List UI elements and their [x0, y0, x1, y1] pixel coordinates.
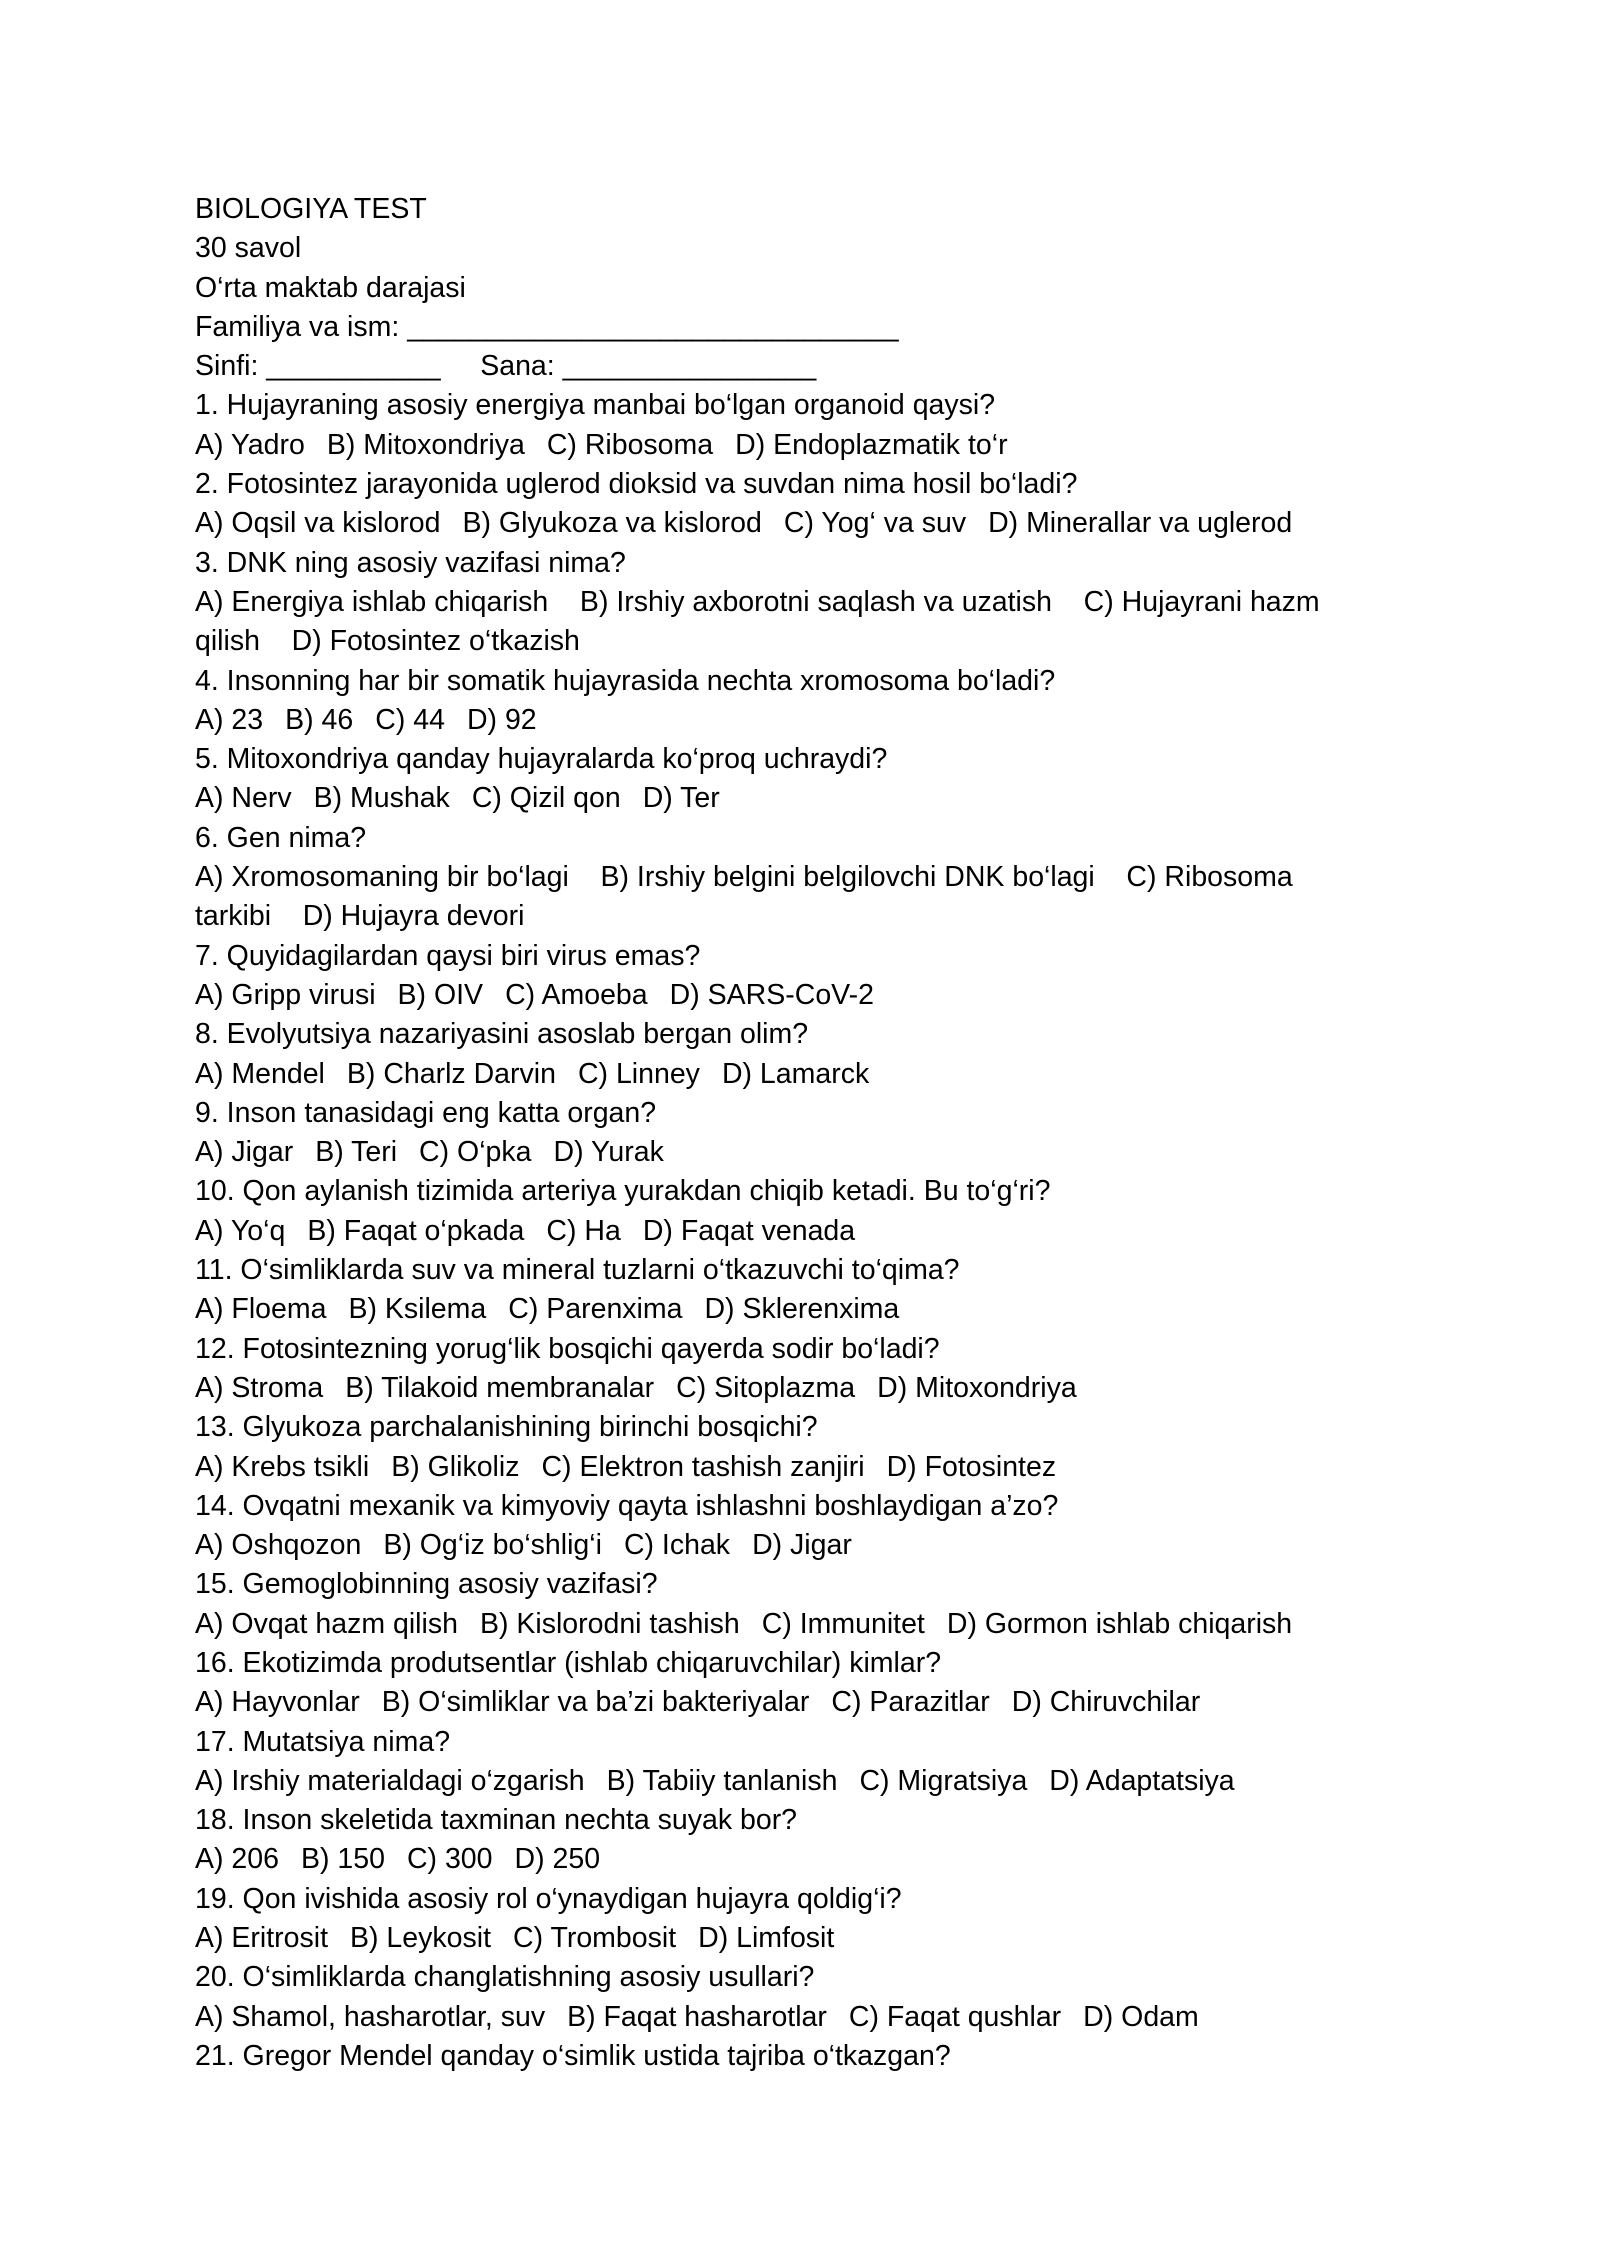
answer-option: B) 46 [285, 703, 354, 736]
question-text: 2. Fotosintez jarayonida uglerod dioksid va suvdan nima hosil bo‘ladi? [195, 468, 1078, 501]
class-date-line: Sinfi: ___________ Sana: ________________ [195, 350, 817, 383]
answer-options [195, 1998, 1435, 2037]
answer-option: A) Shamol, hasharotlar, suv [195, 2000, 546, 2033]
answer-option: A) Jigar [195, 1136, 294, 1169]
answer-option: A) Mendel [195, 1057, 325, 1090]
answer-options-line-2: tarkibi D) Hujayra devori [195, 900, 525, 933]
answer-option: B) Mitoxondriya [326, 428, 525, 461]
answer-option: D) Gormon ishlab chiqarish [946, 1607, 1293, 1640]
answer-options [195, 1369, 1435, 1408]
answer-option: D) Fotosintez [886, 1450, 1057, 1483]
answer-option: B) Leykosit [350, 1922, 491, 1955]
answer-option: C) Elektron tashish zanjiri [541, 1450, 865, 1483]
test-document [195, 190, 1435, 2076]
answer-options [195, 1526, 1435, 1565]
answer-option: A) Eritrosit [195, 1922, 329, 1955]
answer-option: D) Chiruvchilar [1011, 1686, 1201, 1719]
answer-options-line-2: qilish D) Fotosintez o‘tkazish [195, 625, 580, 658]
answer-option: D) Ter [642, 782, 720, 815]
answer-options [195, 976, 1435, 1015]
question-text: 18. Inson skeletida taxminan nechta suyak bor? [195, 1804, 798, 1837]
answer-option: D) Yurak [553, 1136, 664, 1169]
answer-option: B) Glikoliz [391, 1450, 520, 1483]
answer-option: B) 150 [300, 1843, 385, 1876]
answer-option: B) Kislorodni tashish [479, 1607, 740, 1640]
question-text: 21. Gregor Mendel qanday o‘simlik ustida tajriba o‘tkazgan? [195, 2039, 951, 2072]
answer-options [195, 701, 1435, 740]
answer-options [195, 426, 1435, 465]
answer-option: C) Sitoplazma [676, 1371, 856, 1404]
answer-option: C) O‘pka [419, 1136, 532, 1169]
question-text: 17. Mutatsiya nima? [195, 1725, 451, 1758]
answer-option: C) Immunitet [761, 1607, 925, 1640]
answer-option: C) Qizil qon [471, 782, 621, 815]
question-text: 6. Gen nima? [195, 821, 367, 854]
answer-option: A) Ovqat hazm qilish [195, 1607, 458, 1640]
answer-option: D) Sklerenxima [704, 1293, 900, 1326]
answer-option: D) 250 [514, 1843, 601, 1876]
answer-options-line-1: A) Energiya ishlab chiqarish B) Irshiy axborotni saqlash va uzatish C) Hujayrani hazm [195, 585, 1320, 618]
question-text: 1. Hujayraning asosiy energiya manbai bo‘lgan organoid qaysi? [195, 389, 996, 422]
answer-option: B) Glyukoza va kislorod [462, 507, 762, 540]
answer-option: C) Parazitlar [831, 1686, 990, 1719]
answer-option: B) Tilakoid membranalar [345, 1371, 655, 1404]
question-text: 3. DNK ning asosiy vazifasi nima? [195, 546, 626, 579]
answer-option: C) 300 [406, 1843, 493, 1876]
answer-option: C) Amoeba [505, 978, 648, 1011]
answer-option: B) OIV [397, 978, 484, 1011]
answer-option: D) Adaptatsiya [1049, 1764, 1235, 1797]
answer-options [195, 1212, 1435, 1251]
answer-option: B) Mushak [313, 782, 450, 815]
question-text: 5. Mitoxondriya qanday hujayralarda ko‘proq uchraydi? [195, 743, 888, 776]
answer-option: A) Yadro [195, 428, 305, 461]
answer-option: D) Odam [1083, 2000, 1199, 2033]
answer-option: C) Trombosit [513, 1922, 677, 1955]
answer-option: A) Irshiy materialdagi o‘zgarish [195, 1764, 585, 1797]
answer-option: C) 44 [375, 703, 445, 736]
question-text: 19. Qon ivishida asosiy rol o‘ynaydigan hujayra qoldig‘i? [195, 1882, 902, 1915]
answer-option: A) Oshqozon [195, 1529, 362, 1562]
question-text: 7. Quyidagilardan qaysi biri virus emas? [195, 939, 701, 972]
answer-options [195, 1919, 1435, 1958]
answer-options [195, 1133, 1435, 1172]
question-text: 15. Gemoglobinning asosiy vazifasi? [195, 1568, 658, 1601]
answer-option: D) Minerallar va uglerod [988, 507, 1293, 540]
answer-option: D) SARS-CoV-2 [669, 978, 874, 1011]
answer-option: D) Endoplazmatik to‘r [735, 428, 1008, 461]
answer-option: A) 206 [195, 1843, 279, 1876]
answer-option: A) Hayvonlar [195, 1686, 360, 1719]
question-text: 8. Evolyutsiya nazariyasini asoslab bergan olim? [195, 1018, 809, 1051]
answer-option: A) Krebs tsikli [195, 1450, 370, 1483]
answer-option: D) Jigar [752, 1529, 852, 1562]
answer-option: A) Gripp virusi [195, 978, 376, 1011]
answer-options-line-1: A) Xromosomaning bir bo‘lagi B) Irshiy belgini belgilovchi DNK bo‘lagi C) Ribosoma [195, 861, 1293, 894]
answer-options [195, 779, 1435, 818]
answer-option: C) Ichak [623, 1529, 731, 1562]
answer-options [195, 1605, 1435, 1644]
question-count: 30 savol [195, 232, 302, 265]
question-text: 12. Fotosintezning yorug‘lik bosqichi qayerda sodir bo‘ladi? [195, 1332, 940, 1365]
answer-option: D) Limfosit [698, 1922, 835, 1955]
doc-title: BIOLOGIYA TEST [195, 193, 427, 225]
question-text: 13. Glyukoza parchalanishining birinchi bosqichi? [195, 1411, 818, 1444]
answer-option: B) Tabiiy tanlanish [606, 1764, 838, 1797]
questions-list [195, 386, 1435, 2076]
answer-option: C) Parenxima [508, 1293, 683, 1326]
answer-option: B) Teri [315, 1136, 398, 1169]
answer-options [195, 1448, 1435, 1487]
question-text: 9. Inson tanasidagi eng katta organ? [195, 1096, 657, 1129]
answer-option: B) Og‘iz bo‘shlig‘i [383, 1529, 602, 1562]
answer-options [195, 1290, 1435, 1329]
answer-option: B) Faqat hasharotlar [567, 2000, 827, 2033]
question-text: 20. O‘simliklarda changlatishning asosiy usullari? [195, 1961, 815, 1994]
answer-options [195, 1840, 1435, 1879]
answer-options [195, 1762, 1435, 1801]
answer-option: D) 92 [466, 703, 537, 736]
answer-option: B) Ksilema [348, 1293, 487, 1326]
answer-option: C) Faqat qushlar [848, 2000, 1062, 2033]
answer-option: A) Stroma [195, 1371, 324, 1404]
answer-options [195, 504, 1435, 543]
answer-option: C) Yog‘ va suv [783, 507, 967, 540]
question-text: 14. Ovqatni mexanik va kimyoviy qayta ishlashni boshlaydigan a’zo? [195, 1489, 1059, 1522]
answer-option: C) Linney [577, 1057, 700, 1090]
answer-option: B) O‘simliklar va ba’zi bakteriyalar [381, 1686, 810, 1719]
answer-option: A) Yo‘q [195, 1214, 286, 1247]
name-field-line: Familiya va ism: _______________________________ [195, 310, 899, 343]
question-text: 16. Ekotizimda produtsentlar (ishlab chiqaruvchilar) kimlar? [195, 1646, 942, 1679]
school-level: O‘rta maktab darajasi [195, 271, 466, 304]
answer-option: D) Mitoxondriya [877, 1371, 1077, 1404]
answer-option: C) Ha [546, 1214, 621, 1247]
answer-option: D) Lamarck [721, 1057, 870, 1090]
answer-option: A) Oqsil va kislorod [195, 507, 441, 540]
answer-option: C) Ribosoma [546, 428, 714, 461]
question-text: 10. Qon aylanish tizimida arteriya yurakdan chiqib ketadi. Bu to‘g‘ri? [195, 1175, 1051, 1208]
answer-option: A) 23 [195, 703, 264, 736]
answer-option: C) Migratsiya [859, 1764, 1028, 1797]
answer-option: A) Floema [195, 1293, 327, 1326]
answer-option: B) Charlz Darvin [346, 1057, 556, 1090]
answer-option: B) Faqat o‘pkada [307, 1214, 525, 1247]
answer-option: D) Faqat venada [642, 1214, 856, 1247]
answer-option: A) Nerv [195, 782, 292, 815]
question-text: 4. Insonning har bir somatik hujayrasida nechta xromosoma bo‘ladi? [195, 664, 1056, 697]
answer-options [195, 1055, 1435, 1094]
question-text: 11. O‘simliklarda suv va mineral tuzlarni o‘tkazuvchi to‘qima? [195, 1254, 960, 1287]
answer-options [195, 1683, 1435, 1722]
